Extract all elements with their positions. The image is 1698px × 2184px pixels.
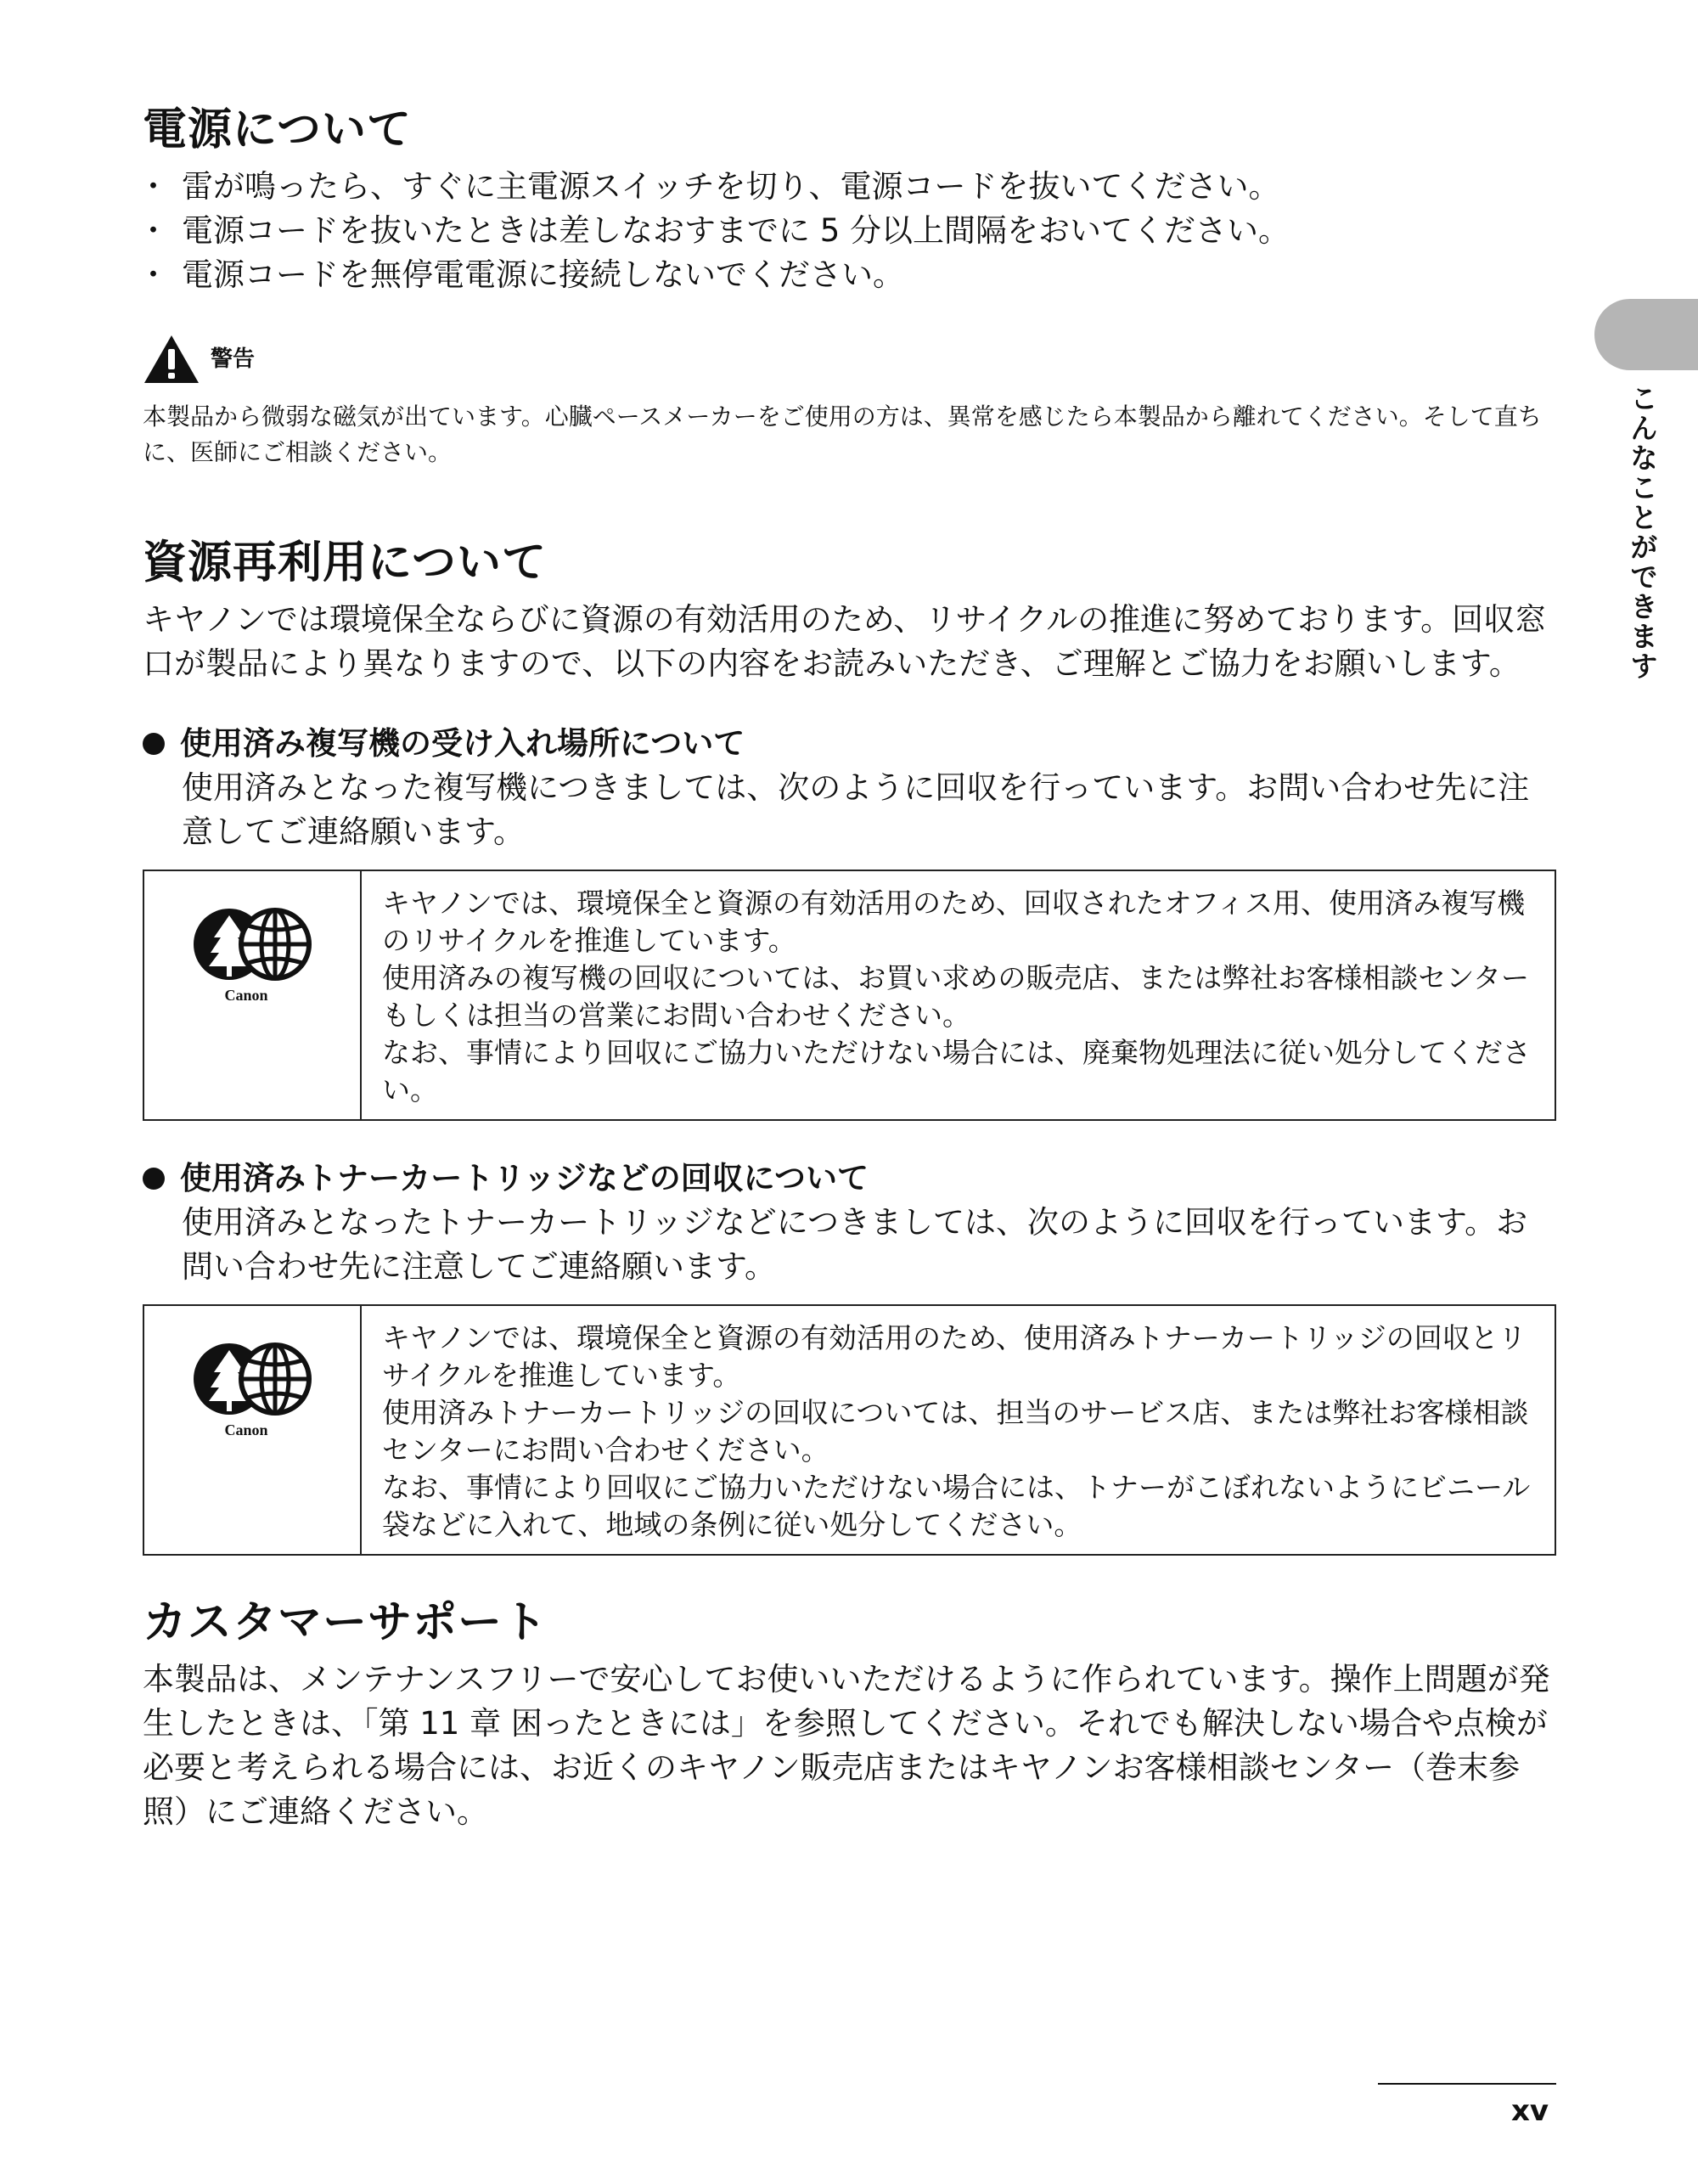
power-bullet: ・ 雷が鳴ったら、すぐに主電源スイッチを切り、電源コードを抜いてください。 [143, 165, 1556, 209]
toner-box-line: 使用済みトナーカートリッジの回収については、担当のサービス店、または弊社お客様相談センターにお問い合わせください。 [382, 1396, 1529, 1466]
toner-info-box [143, 1304, 1556, 1556]
power-bullet: ・ 電源コードを無停電電源に接続しないでください。 [143, 253, 1556, 297]
copier-logo-cell [144, 871, 362, 1119]
copier-info-box [143, 870, 1556, 1121]
toner-text: 使用済みとなったトナーカートリッジなどにつきましては、次のように回収を行っています。お問い合わせ先に注意してご連絡願います。 [182, 1204, 1528, 1285]
recycle-logo-icon [188, 897, 316, 1007]
warning-label: 警告 [211, 346, 256, 372]
recycle-section [143, 533, 1556, 1556]
bullet-dot-icon [143, 733, 165, 755]
toner-logo-cell [144, 1306, 362, 1554]
bullet-dot-icon [143, 1168, 165, 1190]
page-number: xv [1511, 2094, 1549, 2128]
footer-rule [1378, 2083, 1556, 2085]
warning-icon [143, 334, 200, 385]
copier-box-line: 使用済みの複写機の回収については、お買い求めの販売店、または弊社お客様相談センターもしくは担当の営業にお問い合わせください。 [382, 961, 1530, 1032]
side-tab-label: こんなことができます [1626, 384, 1659, 681]
power-bullet: ・ 電源コードを抜いたときは差しなおすまでに 5 分以上間隔をおいてください。 [143, 209, 1556, 253]
copier-box-text [362, 871, 1555, 1119]
toner-box-line: なお、事情により回収にご協力いただけない場合には、トナーがこぼれないようにビニール袋などに入れて、地域の条例に従い処分してください。 [382, 1471, 1531, 1541]
toner-subheading-text: 使用済みトナーカートリッジなどの回収について [180, 1160, 869, 1196]
support-text: 本製品は、メンテナンスフリーで安心してお使いいただけるように作られています。操作上問題が発生したときは、「第 11 章 困ったときには」を参照してください。それでも解決しない場合や点検が必要と考えられる場合には、お近くのキヤノン販売店またはキヤノンお客様相談センター（巻末参照）にご連絡ください。 [143, 1661, 1550, 1830]
recycle-heading: 資源再利用について [143, 538, 547, 588]
copier-box-line: なお、事情により回収にご協力いただけない場合には、廃棄物処理法に従い処分してください。 [382, 1036, 1531, 1106]
warning-header [143, 333, 1556, 386]
power-heading: 電源について [143, 104, 412, 155]
toner-box-line: キヤノンでは、環境保全と資源の有効活用のため、使用済みトナーカートリッジの回収とリサイクルを推進しています。 [382, 1321, 1527, 1392]
side-tab-marker [1594, 299, 1698, 370]
support-section [143, 1593, 1556, 1834]
warning-text: 本製品から微弱な磁気が出ています。心臓ペースメーカーをご使用の方は、異常を感じたら本製品から離れてください。そして直ちに、医師にご相談ください。 [143, 402, 1542, 466]
support-heading: カスタマーサポート [143, 1597, 548, 1648]
recycle-intro: キヤノンでは環境保全ならびに資源の有効活用のため、リサイクルの推進に努めております。回収窓口が製品により異なりますので、以下の内容をお読みいただき、ご理解とご協力をお願いします。 [143, 601, 1547, 682]
copier-subheading [143, 722, 1556, 766]
copier-box-line: キヤノンでは、環境保全と資源の有効活用のため、回収されたオフィス用、使用済み複写機のリサイクルを推進しています。 [382, 887, 1526, 957]
toner-subheading [143, 1157, 1556, 1201]
page-content [143, 100, 1556, 1834]
copier-subheading-text: 使用済み複写機の受け入れ場所について [180, 725, 745, 762]
toner-box-text [362, 1306, 1555, 1554]
power-bullet-list [143, 165, 1556, 297]
copier-text: 使用済みとなった複写機につきましては、次のように回収を行っています。お問い合わせ先に注意してご連絡願います。 [182, 769, 1530, 850]
canon-logo-text: Canon [224, 1421, 268, 1438]
canon-logo-text: Canon [224, 987, 268, 1004]
recycle-logo-icon [188, 1331, 316, 1442]
